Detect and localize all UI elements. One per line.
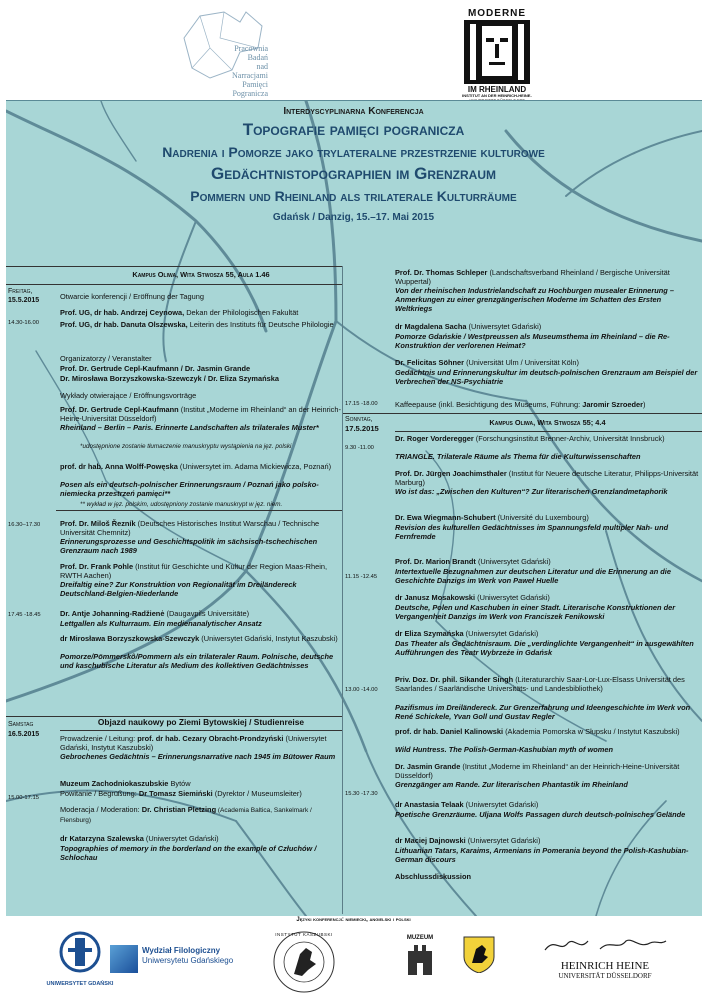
hhu-university: UNIVERSITÄT DÜSSELDORF: [558, 972, 652, 980]
note: ** wykład w jęz. polskim, udostępniony zostanie manuskrypt w jęz. niem.: [80, 501, 283, 508]
speaker: Dr. Ewa Wiegmann-Schubert: [395, 513, 496, 522]
affiliation: (Uniwersytet Gdański): [143, 834, 219, 843]
speaker: Prof. Dr. Thomas Schleper: [395, 268, 488, 277]
conference-title-de: Gedächtnistopographien im Grenzraum: [210, 164, 496, 183]
speaker: dr Magdalena Sacha: [395, 322, 467, 331]
day-label: Sonntag,: [345, 416, 373, 423]
griffin-seal-icon: [272, 930, 336, 994]
museum-place: Bytów: [168, 779, 191, 788]
faculty-logo-square-icon: [110, 945, 138, 973]
venue-day1: Kampus Oliwa, Wita Stwosza 55, Aula 1.46: [132, 270, 270, 279]
divider: [343, 413, 702, 414]
affiliation: (Dyrektor / Museumsleiter): [212, 789, 302, 798]
talk-title: Posen als ein deutsch-polnischer Erinnerungsraum / Poznań jako polsko-niemiecka przestrzeń pamięci**: [60, 480, 319, 498]
time-slot: 14.30-16.00: [8, 320, 39, 326]
affiliation: (Academia Baltica, Sankelmark / Flensburg): [60, 807, 312, 824]
talk-title: Poetische Grenzräume. Uljana Wolfs Passagen durch deutsch-polnisches Gelände: [395, 810, 686, 819]
ug-logo-text: UNIWERSYTET GDAŃSKI: [46, 981, 114, 987]
speaker: Prof. Dr. Gertrude Cepl-Kaufmann: [60, 405, 179, 414]
affiliation: (Uniwersytet Gdański): [466, 322, 542, 331]
speaker: dr Katarzyna Szalewska: [60, 834, 144, 843]
divider: [395, 431, 702, 432]
opening-text: Otwarcie konferencji / Eröffnung der Tagung: [60, 292, 204, 301]
moderne-logo-sub: INSTITUT AN DER HEINRICH-HEINE-: [462, 93, 532, 98]
conference-subtitle-pl: Nadrenia i Pomorze jako trylateralne przestrzenie kulturowe: [162, 144, 545, 160]
moderne-logo-title: MODERNE: [467, 8, 527, 19]
speaker: prof. dr hab. Daniel Kalinowski: [395, 727, 504, 736]
muzeum-logo: [400, 935, 440, 990]
speaker: Prof. Dr. Frank Pohle: [60, 562, 134, 571]
hhu-name: HEINRICH HEINE: [560, 960, 650, 972]
ug-logo: [40, 930, 120, 990]
talk-title: Rheinland – Berlin – Paris. Erinnerte Landschaften als trilaterales Muster*: [60, 423, 319, 432]
speaker: Dr. Felicitas Söhner: [395, 358, 465, 367]
talk-title: Revision des kulturellen Gedächtnisses im Spannungsfeld multipler Nah- und Fernfremde: [395, 523, 669, 541]
time-slot: 13.00 -14.00: [345, 687, 378, 693]
faculty-name: Wydział Filologiczny: [142, 946, 221, 955]
speaker: Dr. Christian Pletzing: [141, 805, 217, 814]
conference-place-date: Gdańsk / Danzig, 15.–17. Mai 2015: [272, 212, 435, 223]
moderne-logo: [458, 8, 536, 100]
instytut-kaszubski-logo: [272, 930, 336, 994]
day-label: Freitag,: [8, 288, 33, 295]
coffee-break: Kaffeepause (inkl. Besichtigung des Museums, Führung:: [395, 400, 583, 409]
mask-face-icon: [464, 20, 530, 84]
affiliation: (Uniwersytet Gdański): [465, 836, 541, 845]
talk-title: Von der rheinischen Industrielandschaft zu Hochburgen musealer Erinnerung – Anmerkungen zu einer grenzgängerischen Moderne im Schatten des Ersten Weltkriegs: [395, 286, 674, 313]
speaker: prof. dr hab. Anna Wolff-Powęska: [60, 462, 178, 471]
final-discussion: Abschlussdiskussion: [395, 872, 471, 881]
affiliation: (Institut für Neuere deutsche Literatur, Philipps-Universität Marburg): [395, 469, 699, 487]
affiliation: (Literaturarchiv Saar-Lor-Lux-Elsass Universität des Saarlandes / Saarländische Universitäts- und Landesbibliothek): [395, 675, 685, 693]
speaker: dr Anastasia Telaak: [395, 800, 464, 809]
affiliation: (Deutsches Historisches Institut Warschau / Technische Universität Chemnitz): [60, 519, 320, 537]
talk-title: TRIANGLE. Trilaterale Räume als Thema für die Kulturwissenschaften: [395, 452, 641, 461]
affiliation: (Akademia Pomorska w Słupsku / Instytut Kaszubski): [503, 727, 680, 736]
guide: Jaromir Szroeder: [582, 400, 643, 409]
day-label: Samstag: [8, 721, 34, 728]
divider: [56, 510, 342, 511]
speaker: Dr Tomasz Siemiński: [138, 789, 213, 798]
muzeum-logo-text: MUZEUM: [406, 935, 434, 941]
affiliation: (Uniwersytet Gdański): [463, 800, 539, 809]
talk-title: Deutsche, Polen und Kaschuben in einer Stadt. Literarische Konstruktionen der Vergangenheit Danzigs im Werk von Franciszek Fenikowski: [395, 603, 676, 621]
organizers-heading: Organizatorzy / Veranstalter: [60, 354, 152, 363]
ug-emblem-icon: [40, 930, 120, 976]
conference-subtitle-de: Pommern und Rheinland als trilaterale Kulturräume: [190, 188, 517, 204]
conference-languages: Języki konferencji: niemiecki, angielski i polski: [296, 917, 411, 923]
logo-left-line: Pracownia: [234, 44, 268, 53]
talk-title: Intertextuelle Bezugnahmen zur deutschen Literatur und die Erinnerung an die Geschichte Danzigs im Werk von Paweł Huelle: [395, 567, 671, 585]
time-slot: 17.15 -18.00: [345, 401, 378, 407]
affiliation: (Universität Ulm / Universität Köln): [464, 358, 580, 367]
affiliation: (Uniwersytet Gdański, Instytut Kaszubski): [60, 734, 327, 752]
speaker: Dr. Jasmin Grande: [395, 762, 461, 771]
speaker: Prof. Dr. Jürgen Joachimsthaler: [395, 469, 507, 478]
divider: [60, 730, 342, 731]
talk-title: Pomorze Gdańskie / Westpreussen als Museumsthema im Rheinland – die Re-Konstruktion der verlorenen Heimat?: [395, 332, 670, 350]
talk-title: Lettgallen als Kulturraum. Ein medienanalytischer Ansatz: [60, 619, 262, 628]
time-slot: 9.30 -11.00: [345, 445, 374, 451]
signature-icon: [540, 935, 670, 955]
talk-title: Gebrochenes Gedächtnis – Erinnerungsnarrative nach 1945 im Bütower Raum: [60, 752, 336, 761]
talk-title: Dreifaltig eine? Zur Konstruktion von Regionalität im Dreiländereck Deutschland-Belgien-Niederlande: [60, 580, 297, 598]
hhu-logo: [540, 935, 670, 995]
time-slot: 15.30 -17.30: [345, 791, 378, 797]
castle-icon: [400, 941, 440, 981]
affiliation: (Uniwersytet Gdański, Instytut Kaszubski): [199, 634, 338, 643]
speaker: Priv. Doz. Dr. phil. Sikander Singh: [395, 675, 514, 684]
divider: [6, 266, 342, 267]
lead-label: Prowadzenie / Leitung:: [60, 734, 138, 743]
venue-day3: Kampus Oliwa, Wita Stwosza 55; 4.4: [489, 418, 606, 427]
affiliation: Leiterin des Instituts für Deutsche Philologie: [187, 320, 334, 329]
speaker: Prof. UG, dr hab. Andrzej Ceynowa,: [60, 308, 185, 317]
affiliation: Dekan der Philologischen Fakultät: [184, 308, 299, 317]
talk-title: Pomorze/Pömmerskô/Pommern als ein trilateraler Raum. Polnische, deutsche und kaschubische Literatur als Medium des kollektiven Gedächtnisses: [60, 652, 334, 670]
speaker: dr Maciej Dajnowski: [395, 836, 466, 845]
seal-text: INSTYTUT KASZUBSKI: [275, 932, 333, 937]
talk-title: Wild Huntress. The Polish-German-Kashubian myth of women: [395, 745, 613, 754]
speaker: dr Janusz Mosakowski: [395, 593, 476, 602]
logo-left-line: Narracjami: [232, 71, 268, 80]
talk-title: Wo ist das: „Zwischen den Kulturen“? Zur literarischen Grenzlandmetaphorik: [395, 487, 668, 496]
speaker: Prof. Dr. Miloš Řezník: [60, 519, 136, 528]
talk-title: Topographies of memory in the borderland on the example of Człuchów / Schlochau: [60, 844, 317, 862]
logo-left-line: Pogranicza: [232, 89, 268, 98]
faculty-university: Uniwersytetu Gdańskiego: [142, 956, 234, 965]
greeting-label: Powitanie / Begrüßung:: [60, 789, 139, 798]
time-slot: 15.00-17.15: [8, 795, 39, 801]
talk-title: Lithuanian Tatars, Karaims, Armenians in Pomerania beyond the Polish-Kashubian-German discours: [395, 846, 689, 864]
time-slot: 16.30–17.30: [8, 522, 41, 528]
speaker: Prof. Dr. Marion Brandt: [395, 557, 476, 566]
date-label: 17.5.2015: [345, 424, 379, 433]
excursion-heading: Objazd naukowy po Ziemi Bytowskiej / Studienreise: [97, 717, 305, 727]
speaker: dr Mirosława Borzyszkowska-Szewczyk: [60, 634, 200, 643]
date-label: 16.5.2015: [8, 731, 40, 738]
talk-title: Das Theater als Gedächtnisraum. Die „verdinglichte Vergangenheit“ in ausgewählten Aufführungen des Teatr Wybrzeże in Gdańsk: [395, 639, 694, 657]
museum-name: Muzeum Zachodniokaszubskie: [60, 779, 169, 788]
organizers-line: Dr. Mirosława Borzyszkowska-Szewczyk / Dr. Eliza Szymańska: [60, 374, 279, 383]
logo-left-line: Badań: [247, 53, 268, 62]
affiliation: (Uniwersytet Gdański): [463, 629, 539, 638]
speaker: dr Eliza Szymańska: [395, 629, 464, 638]
affiliation: (Institut „Moderne im Rheinland“ an der Heinrich-Heine-Universität Düsseldorf): [60, 405, 341, 423]
logo-left-line: Pamięci: [242, 80, 268, 89]
talk-title: Pazifismus im Dreiländereck. Zur Grenzerfahrung und Ideengeschichte im Werk von René Schickele, Yvan Goll und Gustav Regler: [395, 703, 691, 721]
time-slot: 11.15 -12.45: [345, 574, 378, 580]
moderation-label: Moderacja / Moderation:: [60, 805, 142, 814]
affiliation: (Forschungsinstitut Brenner-Archiv, Universität Innsbruck): [473, 434, 665, 443]
note: *udostępnione zostanie tłumaczenie manuskryptu wystąpienia na jęz. polski: [80, 443, 292, 450]
moderne-logo-sub: IM RHEINLAND: [467, 85, 527, 94]
conference-title-pl: Topografie pamięci pogranicza: [242, 120, 465, 139]
griffin-shield-icon: [460, 935, 498, 973]
talk-title: Erinnerungsprozesse und Geschichtspolitik im sächsisch-tschechischen Grenzraum nach 1989: [60, 537, 318, 555]
affiliation: (Landschaftsverband Rheinland / Bergische Universität Wuppertal): [395, 268, 670, 286]
affiliation: (Université du Luxembourg): [495, 513, 589, 522]
affiliation: (Institut für Geschichte und Kultur der Region Maas-Rhein, RWTH Aachen): [60, 562, 328, 580]
affiliation: (Uniwersytet Gdański): [475, 557, 551, 566]
affiliation: (Daugavpils Universitāte): [164, 609, 250, 618]
keynotes-heading: Wykłady otwierające / Eröffnungsvorträge: [60, 391, 197, 400]
speaker: Dr. Roger Vorderegger: [395, 434, 474, 443]
speaker: Dr. Antje Johanning-Radžienė: [60, 609, 165, 618]
narracje-logo: [180, 8, 270, 98]
affiliation: (Uniwersytet im. Adama Mickiewicza, Poznań): [177, 462, 332, 471]
date-label: 15.5.2015: [8, 297, 40, 304]
pomorskie-logo: [460, 935, 498, 983]
faculty-logo: [142, 946, 242, 966]
talk-title: Gedächtnis und Erinnerungskultur im deutsch-polnischen Grenzraum am Beispiel der Verbrechen der NS-Psychiatrie: [395, 368, 698, 386]
conference-type: Interdyscyplinarna Konferencja: [283, 106, 424, 117]
affiliation: (Institut „Moderne im Rheinland“ an der Heinrich-Heine-Universität Düsseldorf): [395, 762, 680, 780]
speaker: prof. dr hab. Cezary Obracht-Prondzyński: [137, 734, 284, 743]
time-slot: 17.45 -18.45: [8, 612, 41, 618]
column-divider: [342, 266, 343, 914]
divider: [6, 284, 342, 285]
affiliation: (Uniwersytet Gdański): [475, 593, 550, 602]
talk-title: Grenzgänger am Rande. Zur literarischen Phantastik im Rheinland: [395, 780, 628, 789]
organizers-line: Prof. Dr. Gertrude Cepl-Kaufmann / Dr. Jasmin Grande: [60, 364, 251, 373]
speaker: Prof. UG, dr hab. Danuta Olszewska,: [60, 320, 188, 329]
logo-left-line: nad: [256, 62, 268, 71]
coffee-close: ): [643, 400, 646, 409]
